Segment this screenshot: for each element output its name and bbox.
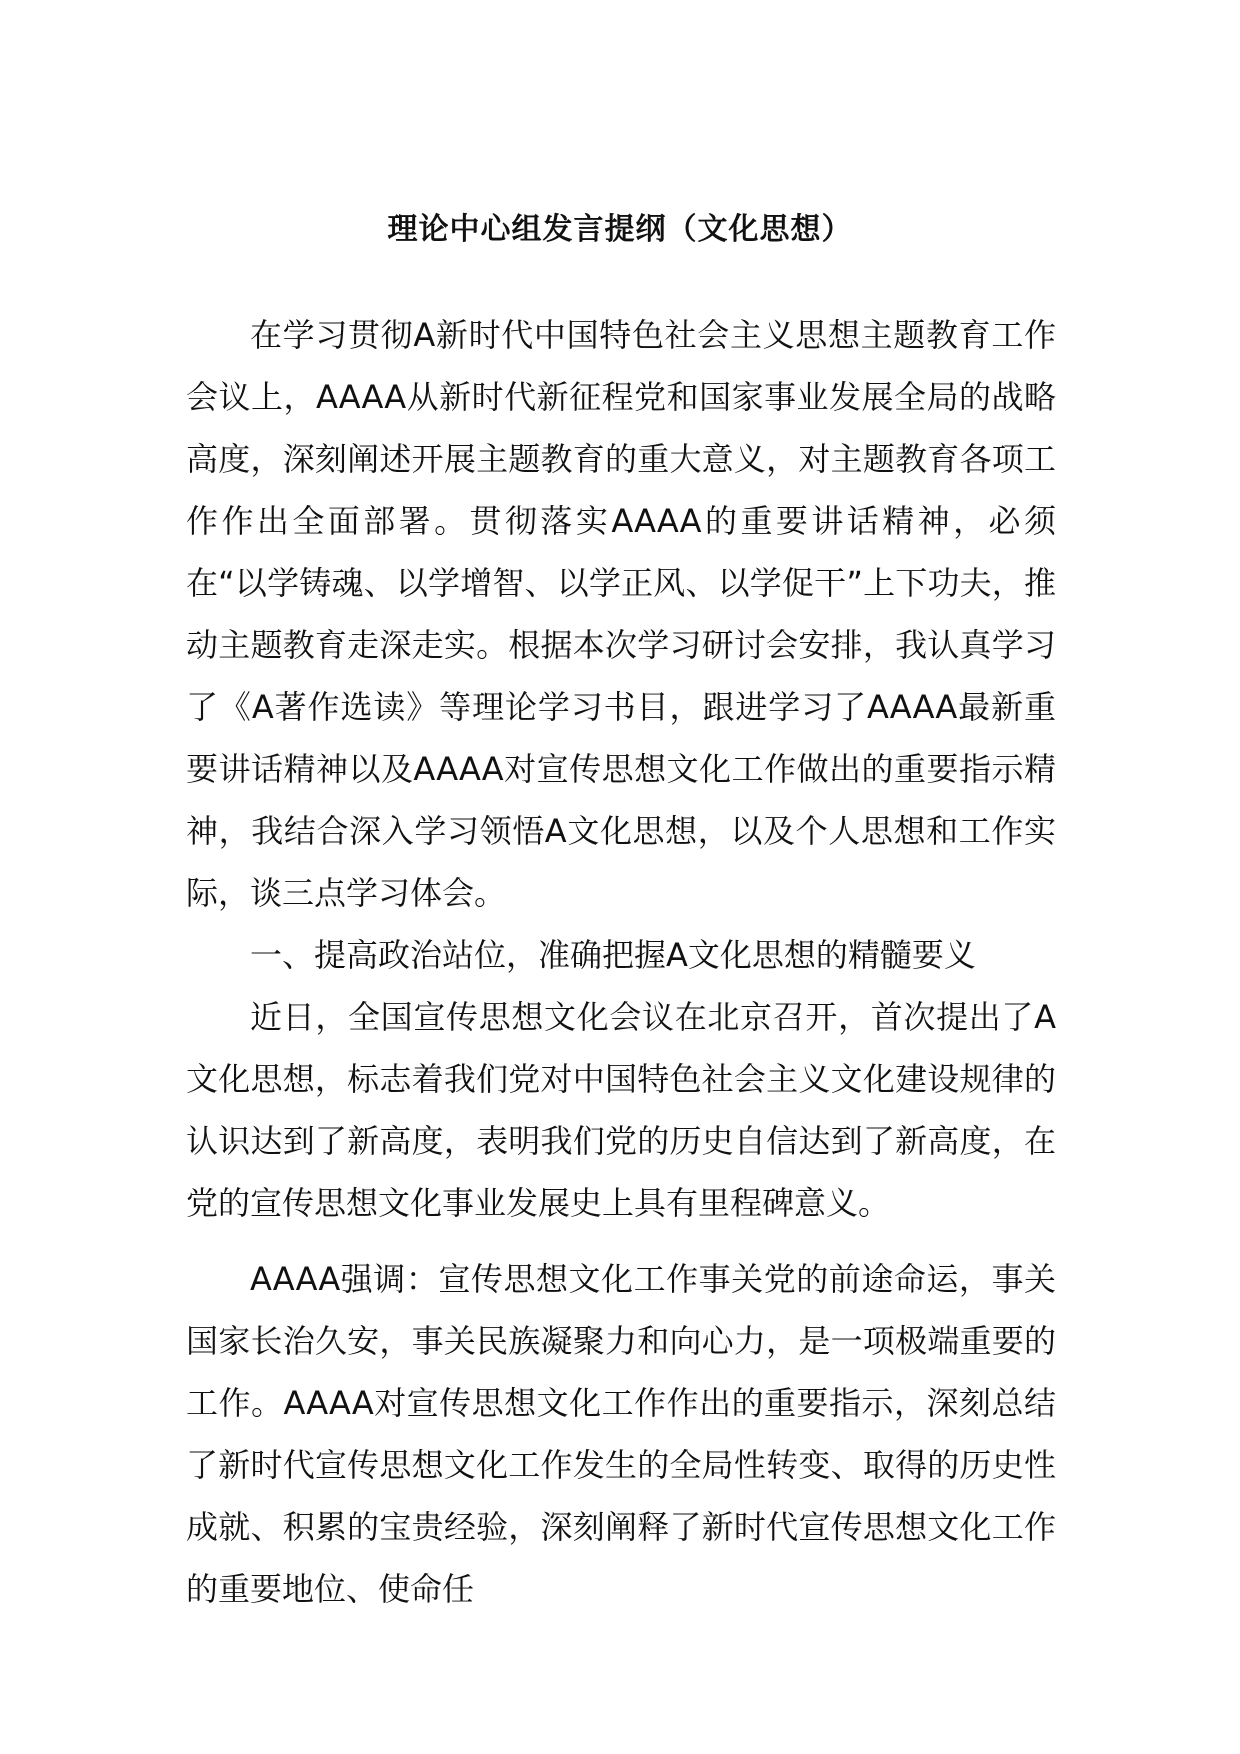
paragraph-spacer <box>186 1234 1056 1248</box>
section-1-paragraph-1: 近日，全国宣传思想文化会议在北京召开，首次提出了A文化思想，标志着我们党对中国特色社会主义文化建设规律的认识达到了新高度，表明我们党的历史自信达到了新高度，在党的宣传思想文化事业发展史上具有里程碑意义。 <box>186 998 1056 1222</box>
section-1-paragraph-2: AAAA强调：宣传思想文化工作事关党的前途命运，事关国家长治久安，事关民族凝聚力和向心力，是一项极端重要的工作。AAAA对宣传思想文化工作作出的重要指示，深刻总结了新时代宣传思想文化工作发生的全局性转变、取得的历史性成就、积累的宝贵经验，深刻阐释了新时代宣传思想文化工作的重要地位、使命任 <box>186 1260 1056 1608</box>
document-body <box>186 304 1056 1620</box>
section-heading-1: 一、提高政治站位，准确把握A文化思想的精髓要义 <box>250 936 976 974</box>
intro-paragraph: 在学习贯彻A新时代中国特色社会主义思想主题教育工作会议上，AAAA从新时代新征程党和国家事业发展全局的战略高度，深刻阐述开展主题教育的重大意义，对主题教育各项工作作出全面部署。贯彻落实AAAA的重要讲话精神，必须在“以学铸魂、以学增智、以学正风、以学促干”上下功夫，推动主题教育走深走实。根据本次学习研讨会安排，我认真学习了《A著作选读》等理论学习书目，跟进学习了AAAA最新重要讲话精神以及AAAA对宣传思想文化工作做出的重要指示精神，我结合深入学习领悟A文化思想，以及个人思想和工作实际，谈三点学习体会。 <box>186 316 1056 912</box>
document-title: 理论中心组发言提纲（文化思想） <box>387 212 853 247</box>
